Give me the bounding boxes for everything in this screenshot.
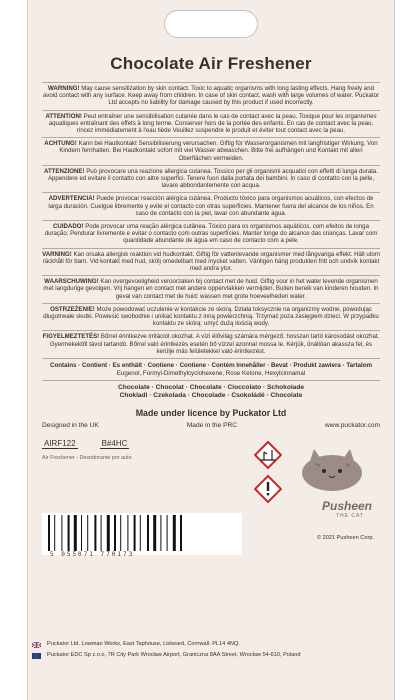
origin-row xyxy=(42,422,380,429)
warning-label: VARNING! xyxy=(42,250,72,258)
hang-hole xyxy=(164,10,258,38)
warning-label: ACHTUNG! xyxy=(44,140,77,148)
designed-in: Designed in the UK xyxy=(42,422,99,430)
warning-label: OSTRZEŻENIE! xyxy=(50,305,95,313)
warning-paragraph xyxy=(42,248,380,276)
contains-labels: Contains · Contient · Es enthält · Contiene · Contiene · Contém Innehåller · Bevat · Produkt zawiera · Tartalom xyxy=(49,362,372,370)
warning-text: Może powodować uczulenie w kontakcie ze skórą. Działa toksycznie na organizmy wodne, powodując długotrwałe skutki. Powiesić swobodnie i unikać kontaktu z inną powierzchnią. Trzymać poza zasięgiem dzieci. W przypadku kontaktu ze skórą: umyć dużą ilością wody. xyxy=(43,305,379,328)
uk-address: Puckator Ltd. Lowman Works, East Taphouse, Liskeard, Cornwall. PL14 4NQ. xyxy=(47,641,240,647)
chocolate-names xyxy=(42,380,380,402)
pusheen-tagline: THE CAT xyxy=(335,513,364,520)
barcode-icon xyxy=(42,513,242,555)
label-content xyxy=(42,54,380,559)
warning-label: ATTENZIONE! xyxy=(44,167,85,175)
pusheen-cat-icon xyxy=(288,439,374,499)
warning-text: Kan orsaka allergisk reaktion vid hudkontakt. Giftig för vattenlevande organismer med långvariga effekt. Häll utom räckhåll för barn. Vid kontakt med hud, skölj omedelbart med mycket vatten. Vänligen häng produkten fritt och undvik kontakt med andra ytor. xyxy=(42,250,380,273)
made-in: Made in the PRC xyxy=(186,422,238,430)
barcode-number: 5 055071 770173 xyxy=(50,551,135,559)
warning-paragraph xyxy=(42,192,380,220)
uk-flag-icon xyxy=(32,642,41,648)
made-under-licence: Made under licence by Puckator Ltd xyxy=(135,408,287,419)
product-description: Air Freshener - Desodorante por auto xyxy=(42,455,132,462)
warning-text: Kan overgevoeligheid veroorzaken bij contact met de huid. Giftig voor in het water levende organismen met langdurige gevolgen. Vrij hangen en contact met andere oppervlakken vermijden. Buiten bereik van kinderen houden. In geval van contact met de huid: wassen met grote hoeveelheden water. xyxy=(43,278,379,300)
website: www.puckator.com xyxy=(325,422,380,430)
lower-block xyxy=(42,439,380,559)
environment-hazard-icon xyxy=(255,442,281,468)
eu-address: Puckator EDC Sp z.o.o, 7R City Park Wrocław Airport, Graniczna 8AA Street, Wrocław 54-610, Poland xyxy=(47,652,301,658)
warning-label: WARNING! xyxy=(48,85,80,92)
warning-label: ADVERTENCIA! xyxy=(48,195,95,203)
exclamation-hazard-icon xyxy=(255,476,281,502)
pusheen-logo: Pusheen xyxy=(321,499,372,514)
warning-text: Kann bei Hautkontakt Sensibilisierung verursachen. Giftig für Wasserorganismen mit langfristiger Wirkung. Von Kindern fernhalten. Bei Hautkontakt sofort mit viel Wasser abwaschen. Bitte frei aufhängen und Kontakt mit allen Oberflächen vermeiden. xyxy=(59,140,378,162)
warning-paragraph xyxy=(42,330,380,358)
eu-flag-icon xyxy=(32,653,41,659)
warning-paragraph xyxy=(42,303,380,331)
batch-code: B#4HC xyxy=(101,439,128,449)
chocolate-names-line-2: Chokladl · Czekolada · Chocolade · Csokoládé · Chocolate xyxy=(119,391,303,399)
warning-paragraph xyxy=(42,110,380,138)
warning-text: Puede provocar reacción alérgica cutánea. Producto tóxico para organismos acuáticos, con efectos de larga duración. Cuelgue libremente y evite el contacto con otras superficies. Mantener fuera del alcance de los niños. En caso de contacto con la piel, lavar con abundante agua. xyxy=(48,195,374,217)
warning-text: Peut entraîner une sensibilisation cutanée dans le cas de contact avec la peau. Toxique pour les organismes aquatiques entraînant des effets à long terme. Conserver hors de la portée des enfants. En cas de contact avec la peau, rincez immédiatement à l'eau tiède Veuillez suspendre le produit et éviter tout contact avec la peau. xyxy=(48,112,377,135)
chocolate-names-line-1: Chocolate · Chocolat · Chocolate · Cioccolato · Schokolade xyxy=(117,384,305,392)
copyright: © 2021 Pusheen Corp. xyxy=(317,535,374,542)
warning-text: May cause sensitization by skin contact. Toxic to aquatic organisms with long lasting effects. Hang freely and avoid contact with any surface. Keep away from children. In case of skin contact, wash with large volumes of water. Puckator Ltd accepts no liability for damage caused by this product if used incorrectly. xyxy=(43,85,379,107)
warning-paragraph xyxy=(42,82,380,110)
warnings-block xyxy=(42,82,380,358)
eu-address-row xyxy=(28,651,394,660)
product-code: AIRF122 xyxy=(44,439,76,449)
warning-label: WAARSCHUWING! xyxy=(44,278,99,286)
warning-text: Può provocare una reazione allergica cutanea. Tossico per gli organismi acquatici con effetti di lunga durata. Appendere ed evitare il contatto con altre superfici. Tenere fuori dalla portata dei bambini. In caso di contatto con la pelle, lavare abbondantemente con acqua. xyxy=(47,167,378,190)
footer-addresses xyxy=(28,640,394,660)
packaging-card xyxy=(27,0,395,700)
warning-label: CUIDADO! xyxy=(53,223,84,231)
warning-label: ATTENTION! xyxy=(45,112,82,120)
warning-paragraph xyxy=(42,137,380,165)
warning-paragraph xyxy=(42,275,380,303)
warning-paragraph xyxy=(42,220,380,248)
product-title: Chocolate Air Freshener xyxy=(110,54,312,73)
contains-section xyxy=(42,358,380,380)
warning-text: Bőrrel érintkezve irritációt okozhat. A vízi élővilág számára mérgező, hosszan tartó károsodást okozhat. Gyermekektől távol tartandó. Bőrrel való érintkezés esetén bő vízzel azonnal mossa le. Kérjük, önállóan akassza fel, és kerülje más felületekkel való érintkezést. xyxy=(49,333,380,355)
warning-label: FIGYELMEZTETÉS! xyxy=(42,333,100,341)
uk-address-row xyxy=(28,640,394,649)
ingredients: Eugenol, Formyl-Dimethylcyclohexene, Rose Ketone, Hexylcinnamal xyxy=(116,369,306,377)
warning-text: Pode provocar uma reação alérgica cutânea. Tóxico para os organismos aquáticos, com efeitos de longa duração. Pendurar livremente e evitar o contacto com outras superfícies. Manter longe do alcance das crianças. Lavar com quantidade abundante de água em caso de contacto com a pele. xyxy=(44,223,378,245)
warning-paragraph xyxy=(42,165,380,193)
hazard-pictograms xyxy=(254,441,282,505)
